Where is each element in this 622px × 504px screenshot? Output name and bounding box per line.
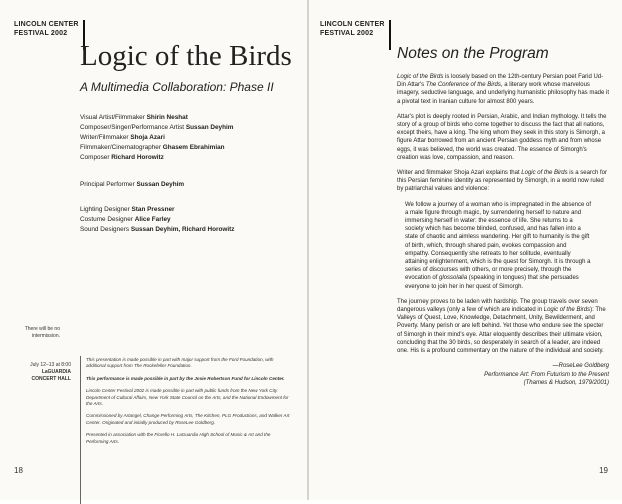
source-publisher: (Thames & Hudson, 1979/2001)	[523, 379, 609, 386]
credit-line: Visual Artist/Filmmaker Shirin Neshat	[80, 114, 188, 121]
credit-line: Composer Richard Horowitz	[80, 154, 164, 161]
credits-group-performer	[80, 180, 184, 190]
performance-dates: July 12–13 at 8:00	[30, 362, 71, 368]
note-paragraph: Commissioned by Artangel, Change Performing Arts, The Kitchen, PLG Productions, and Walker Art Center. Originated and initially produced by RoseLee Goldberg.	[86, 413, 290, 425]
left-page	[0, 0, 307, 500]
note-paragraph: This performance is made possible in part by the Josie Robertson Fund for Lincoln Center.	[86, 375, 285, 381]
intermission-note: There will be no intermission.	[24, 326, 60, 339]
venue-name-1: LaGUARDIA	[41, 369, 71, 375]
page-number: 19	[599, 466, 608, 475]
header-line-1: LINCOLN CENTER	[320, 21, 385, 28]
header-line-1: LINCOLN CENTER	[14, 21, 79, 28]
header-rule	[389, 20, 391, 50]
credit-line: Writer/Filmmaker Shoja Azari	[80, 134, 165, 141]
notes-paragraph-1: Logic of the Birds is loosely based on the 12th-century Persian poet Farid Ud-Din Attar's The Conference of the Birds, a literary work whose marvelous imagery, seductive language, and underlying humanistic philosophy has made it a pivotal text in Iranian culture for almost 800 years.	[397, 74, 610, 105]
notes-divider	[80, 356, 81, 504]
credit-line: Costume Designer Alice Farley	[80, 216, 171, 223]
azari-quote: We follow a journey of a woman who is impregnated in the absence of a male figure through magic, by surrendering herself to nature and immersing herself in water: the essence of life. She returns to a society which has become blinded, confused, and has fallen into a state of chaotic and aimless wandering. Her gift to humanity is the gift of birth, which, through shared pain, evokes compassion and empathy. Consequently she retreats to her solitude, eventually attaining enlightenment, which is the quest for Simorgh. It is through a series of discourses with others, or more precisely, through the evocation of glossolalia (speaking in tongues) that she persuades everyone to join her in her quest of Simorgh.	[405, 201, 591, 290]
header-line-2: FESTIVAL 2002	[320, 30, 374, 37]
note-paragraph: This presentation is made possible in part with major support from the Ford Foundation, with additional support from The Rockefeller Foundation.	[86, 357, 274, 369]
note-paragraph: Presented in association with the Fiorello H. LaGuardia High School of Music & Art and the Performing Arts.	[86, 432, 271, 444]
header-line-2: FESTIVAL 2002	[14, 30, 68, 37]
page-subtitle: A Multimedia Collaboration: Phase II	[80, 80, 274, 94]
note-paragraph: Lincoln Center Festival 2002 is made possible in part with public funds from the New York City Department of Cultural Affairs, New York State Council on the Arts, and the National Endowment for the Arts.	[86, 388, 289, 407]
date-venue-note	[11, 362, 71, 383]
left-page-header	[14, 20, 79, 38]
credit-line: Principal Performer Sussan Deyhim	[80, 181, 185, 188]
notes-paragraph-4: The journey proves to be laden with hardship. The group travels over seven dangerous valleys (only a few of which are indicated in Logic of the Birds): The Valleys of Quest, Love, Knowledge, Detachment, Unity, Bewilderment, and Poverty. Many perish or are left behind. Yet those who endure see the specter of Simorgh in their mind's eye. Attar eloquently describes their ultimate vision, concluding that the 30 birds, so desperately in search of a leader, are indeed one. His is a profound commentary on the nature of the individual and society.	[397, 298, 606, 355]
credit-line: Composer/Singer/Performance Artist Sussan Deyhim	[80, 124, 234, 131]
source-title: Performance Art: From Futurism to the Present	[484, 371, 609, 378]
credit-line: Sound Designers Sussan Deyhim, Richard Horowitz	[80, 226, 235, 233]
page-number: 18	[14, 466, 23, 475]
credit-line: Filmmaker/Cinematographer Ghasem Ebrahimian	[80, 144, 225, 151]
author-signature: —RoseLee Goldberg	[552, 363, 609, 370]
notes-paragraph-2: Attar's plot is deeply rooted in Persian, Arabic, and Indian mythology. It tells the story of a group of birds who come together to discuss the fact that all nations, except theirs, have a king. The king whom they seek in this story is Simorgh, a figure Attar borrowed from an ancient Persian goddess myth and from whose eggs, it was believed, the world was created. The essence of Simorgh's creation was love, compassion, and reason.	[397, 113, 607, 161]
credits-group-creators	[80, 113, 233, 163]
credits-group-design	[80, 205, 235, 235]
venue-name-2: CONCERT HALL	[31, 376, 71, 382]
notes-title: Notes on the Program	[397, 45, 549, 62]
right-page	[309, 0, 622, 500]
page-title: Logic of the Birds	[80, 40, 292, 72]
funding-notes	[86, 357, 294, 451]
credit-line: Lighting Designer Stan Pressner	[80, 206, 175, 213]
program-notes-body	[397, 73, 609, 387]
right-page-header	[320, 20, 385, 38]
notes-paragraph-3: Writer and filmmaker Shoja Azari explains that Logic of the Birds is a search for this Persian feminine identity as represented by Simorgh, in a world now ruled by patriarchal values and violence:	[397, 170, 607, 193]
